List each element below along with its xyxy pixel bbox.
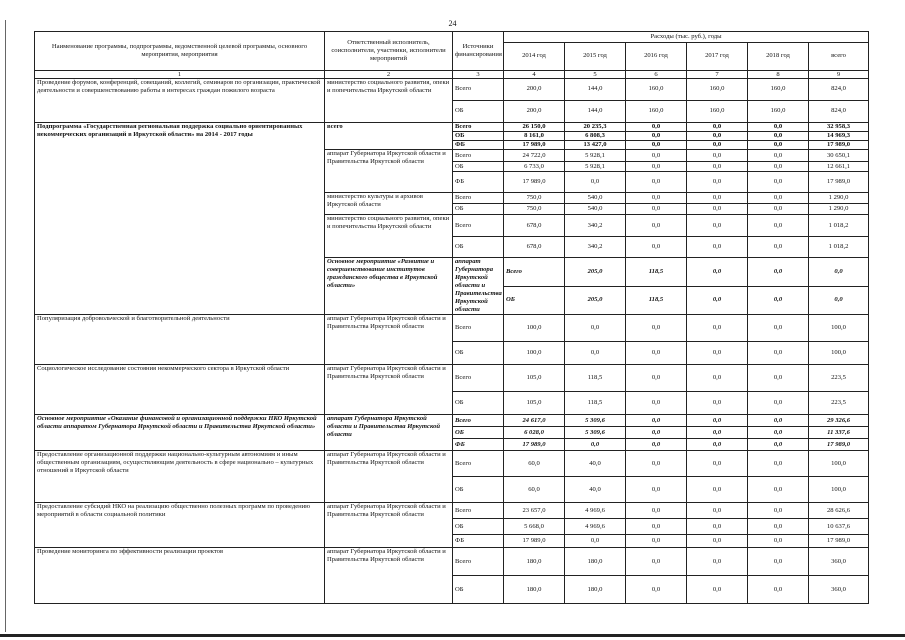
funding-source-cell: ФБ	[453, 439, 504, 451]
expense-value-cell: 20 235,3	[565, 123, 626, 132]
expense-value-cell: 144,0	[565, 101, 626, 123]
expense-value-cell: 60,0	[504, 477, 565, 503]
expense-value-cell: 824,0	[809, 101, 869, 123]
expense-value-cell: 118,5	[565, 392, 626, 415]
column-number: 3	[453, 71, 504, 79]
table-body	[35, 79, 869, 604]
table-row	[35, 548, 869, 576]
expense-value-cell: 0,0	[626, 365, 687, 392]
funding-source-cell: ФБ	[453, 535, 504, 548]
expense-value-cell: 10 637,6	[809, 519, 869, 535]
expense-value-cell: 0,0	[626, 576, 687, 604]
expense-value-cell: 100,0	[809, 342, 869, 365]
program-name-cell: Проведение мониторинга по эффективности реализации проектов	[35, 548, 325, 604]
executor-cell: министерство культуры и архивов Иркутской области	[325, 193, 453, 215]
expense-value-cell: 17 989,0	[504, 439, 565, 451]
executor-cell: аппарат Губернатора Иркутской области и Правительства Иркутской области	[325, 365, 453, 415]
funding-source-cell: Всего	[453, 150, 504, 162]
expense-value-cell: 0,0	[687, 415, 748, 427]
table-row	[35, 123, 869, 132]
funding-source-cell: Всего	[453, 415, 504, 427]
header-expenses-group: Расходы (тыс. руб.), годы	[504, 32, 869, 43]
funding-source-cell: Всего	[453, 451, 504, 477]
funding-source-cell: Всего	[453, 193, 504, 204]
header-year-2015: 2015 год	[565, 43, 626, 71]
expense-value-cell: 0,0	[626, 193, 687, 204]
expense-value-cell: 340,2	[565, 237, 626, 258]
expense-value-cell: 0,0	[748, 215, 809, 237]
expense-value-cell: 0,0	[565, 315, 626, 342]
expense-value-cell: 223,5	[809, 365, 869, 392]
expense-value-cell: 0,0	[687, 576, 748, 604]
executor-cell: аппарат Губернатора Иркутской области и Правительства Иркутской области	[325, 503, 453, 548]
expense-value-cell: 0,0	[565, 342, 626, 365]
program-name-cell: Подпрограмма «Государственная региональная поддержка социально ориентированных некоммерческих организаций в Иркутской области» на 2014 - 2017 годы	[35, 123, 325, 315]
expense-value-cell: 0,0	[687, 342, 748, 365]
expense-value-cell: 750,0	[504, 193, 565, 204]
expense-value-cell: 0,0	[687, 392, 748, 415]
expense-value-cell: 0,0	[687, 451, 748, 477]
expense-value-cell: 180,0	[504, 548, 565, 576]
expense-value-cell: 0,0	[626, 548, 687, 576]
column-number: 1	[35, 71, 325, 79]
expense-value-cell: 0,0	[565, 172, 626, 193]
expense-value-cell: 24 722,0	[504, 150, 565, 162]
executor-cell: аппарат Губернатора Иркутской области и Правительства Иркутской области	[325, 150, 453, 193]
expense-value-cell: 17 989,0	[504, 141, 565, 150]
expense-value-cell: 1 290,0	[809, 193, 869, 204]
expense-value-cell: 6 733,0	[504, 162, 565, 172]
expense-value-cell: 0,0	[748, 150, 809, 162]
expense-value-cell: 0,0	[687, 365, 748, 392]
header-year-2018: 2018 год	[748, 43, 809, 71]
executor-cell: аппарат Губернатора Иркутской области и Правительства Иркутской области	[453, 258, 504, 315]
expense-value-cell: 100,0	[809, 477, 869, 503]
expense-value-cell: 0,0	[687, 258, 748, 287]
expense-value-cell: 0,0	[626, 123, 687, 132]
expense-value-cell: 205,0	[565, 258, 626, 287]
expense-value-cell: 0,0	[748, 132, 809, 141]
expense-value-cell: 0,0	[687, 162, 748, 172]
expense-value-cell: 60,0	[504, 451, 565, 477]
expense-value-cell: 0,0	[748, 535, 809, 548]
expense-value-cell: 0,0	[626, 392, 687, 415]
executor-cell: аппарат Губернатора Иркутской области и Правительства Иркутской области	[325, 451, 453, 503]
expense-value-cell: 340,2	[565, 215, 626, 237]
expense-value-cell: 0,0	[626, 141, 687, 150]
expense-value-cell: 0,0	[565, 439, 626, 451]
table-row	[35, 79, 869, 101]
executor-cell: аппарат Губернатора Иркутской области и Правительства Иркутской области	[325, 415, 453, 451]
expenses-table	[34, 31, 869, 604]
header-name: Наименование программы, подпрограммы, ведомственной целевой программы, основного мероприятия, мероприятия	[35, 32, 325, 71]
expense-value-cell: 17 989,0	[504, 535, 565, 548]
expense-value-cell: 118,5	[565, 365, 626, 392]
expense-value-cell: 0,0	[748, 477, 809, 503]
expense-value-cell: 678,0	[504, 237, 565, 258]
expense-value-cell: 0,0	[748, 286, 809, 315]
expense-value-cell: 144,0	[565, 79, 626, 101]
expense-value-cell: 0,0	[687, 237, 748, 258]
expense-value-cell: 100,0	[809, 315, 869, 342]
table-row	[35, 415, 869, 427]
expense-value-cell: 11 337,6	[809, 427, 869, 439]
expense-value-cell: 0,0	[748, 439, 809, 451]
page-number: 24	[448, 19, 457, 28]
expense-value-cell: 40,0	[565, 477, 626, 503]
expense-value-cell: 29 326,6	[809, 415, 869, 427]
expense-value-cell: 360,0	[809, 576, 869, 604]
expense-value-cell: 0,0	[748, 519, 809, 535]
expense-value-cell: 180,0	[504, 576, 565, 604]
executor-cell: аппарат Губернатора Иркутской области и Правительства Иркутской области	[325, 315, 453, 365]
expense-value-cell: 223,5	[809, 392, 869, 415]
funding-source-cell: ФБ	[453, 141, 504, 150]
expense-value-cell: 32 958,3	[809, 123, 869, 132]
expense-value-cell: 0,0	[626, 204, 687, 215]
expense-value-cell: 0,0	[626, 451, 687, 477]
funding-source-cell: Всего	[453, 215, 504, 237]
expense-value-cell: 0,0	[687, 315, 748, 342]
expense-value-cell: 0,0	[748, 451, 809, 477]
expense-value-cell: 4 969,6	[565, 503, 626, 519]
expense-value-cell: 17 989,0	[504, 172, 565, 193]
funding-source-cell: ОБ	[453, 392, 504, 415]
expense-value-cell: 0,0	[748, 141, 809, 150]
funding-source-cell: ОБ	[504, 286, 565, 315]
expense-value-cell: 0,0	[748, 123, 809, 132]
expense-value-cell: 0,0	[687, 519, 748, 535]
funding-source-cell: ОБ	[453, 162, 504, 172]
expense-value-cell: 160,0	[687, 79, 748, 101]
expense-value-cell: 0,0	[626, 342, 687, 365]
expense-value-cell: 0,0	[687, 172, 748, 193]
expense-value-cell: 0,0	[748, 172, 809, 193]
expense-value-cell: 160,0	[687, 101, 748, 123]
expense-value-cell: 100,0	[504, 315, 565, 342]
funding-source-cell: Всего	[453, 503, 504, 519]
expense-value-cell: 40,0	[565, 451, 626, 477]
expense-value-cell: 0,0	[687, 123, 748, 132]
funding-source-cell: ОБ	[453, 342, 504, 365]
expense-value-cell: 0,0	[748, 342, 809, 365]
funding-source-cell: Всего	[453, 548, 504, 576]
funding-source-cell: Всего	[504, 258, 565, 287]
table-row	[35, 451, 869, 477]
expense-value-cell: 12 661,1	[809, 162, 869, 172]
expense-value-cell: 26 150,0	[504, 123, 565, 132]
expense-value-cell: 17 989,0	[809, 172, 869, 193]
expense-value-cell: 0,0	[687, 535, 748, 548]
funding-source-cell: ФБ	[453, 172, 504, 193]
expense-value-cell: 0,0	[626, 237, 687, 258]
expense-value-cell: 6 028,0	[504, 427, 565, 439]
expense-value-cell: 1 290,0	[809, 204, 869, 215]
expense-value-cell: 5 928,1	[565, 150, 626, 162]
expense-value-cell: 0,0	[626, 415, 687, 427]
expense-value-cell: 0,0	[565, 535, 626, 548]
expense-value-cell: 0,0	[687, 193, 748, 204]
expense-value-cell: 0,0	[809, 258, 869, 287]
expense-value-cell: 0,0	[748, 503, 809, 519]
expense-value-cell: 105,0	[504, 365, 565, 392]
expense-value-cell: 0,0	[687, 215, 748, 237]
funding-source-cell: ОБ	[453, 427, 504, 439]
expense-value-cell: 5 309,6	[565, 415, 626, 427]
program-name-cell: Социологическое исследование состояния некоммерческого сектора в Иркутской области	[35, 365, 325, 415]
expense-value-cell: 0,0	[748, 258, 809, 287]
program-name-cell: Популяризация добровольческой и благотворительной деятельности	[35, 315, 325, 365]
expense-value-cell: 17 989,0	[809, 535, 869, 548]
program-name-cell: Предоставление организационной поддержки национально-культурным автономиям и иным общественным организациям, осуществляющим деятельность в сфере национально – культурных отношений в Иркутской области	[35, 451, 325, 503]
column-number: 6	[626, 71, 687, 79]
expense-value-cell: 5 668,0	[504, 519, 565, 535]
expense-value-cell: 0,0	[687, 548, 748, 576]
expense-value-cell: 0,0	[809, 286, 869, 315]
expense-value-cell: 0,0	[626, 535, 687, 548]
expense-value-cell: 0,0	[748, 576, 809, 604]
expense-value-cell: 0,0	[748, 204, 809, 215]
expense-value-cell: 100,0	[809, 451, 869, 477]
expense-value-cell: 28 626,6	[809, 503, 869, 519]
expense-value-cell: 205,0	[565, 286, 626, 315]
expense-value-cell: 4 969,6	[565, 519, 626, 535]
executor-cell: всего	[325, 123, 453, 150]
executor-cell: министерство социального развития, опеки и попечительства Иркутской области	[325, 215, 453, 258]
expense-value-cell: 540,0	[565, 204, 626, 215]
executor-cell: министерство социального развития, опеки и попечительства Иркутской области	[325, 79, 453, 123]
expense-value-cell: 0,0	[626, 172, 687, 193]
expense-value-cell: 0,0	[626, 519, 687, 535]
expense-value-cell: 540,0	[565, 193, 626, 204]
expense-value-cell: 0,0	[687, 204, 748, 215]
funding-source-cell: ОБ	[453, 576, 504, 604]
expense-value-cell: 160,0	[748, 101, 809, 123]
expense-value-cell: 0,0	[626, 439, 687, 451]
expense-value-cell: 0,0	[687, 477, 748, 503]
expense-value-cell: 5 309,6	[565, 427, 626, 439]
expense-value-cell: 0,0	[687, 141, 748, 150]
funding-source-cell: Всего	[453, 365, 504, 392]
expense-value-cell: 0,0	[687, 286, 748, 315]
expense-value-cell: 0,0	[626, 477, 687, 503]
expense-value-cell: 0,0	[748, 365, 809, 392]
expense-value-cell: 14 969,3	[809, 132, 869, 141]
expense-value-cell: 0,0	[687, 439, 748, 451]
expense-value-cell: 0,0	[748, 193, 809, 204]
expense-value-cell: 1 018,2	[809, 237, 869, 258]
table-row	[35, 503, 869, 519]
table-row	[35, 365, 869, 392]
column-number: 2	[325, 71, 453, 79]
expense-value-cell: 118,5	[626, 286, 687, 315]
header-year-2016: 2016 год	[626, 43, 687, 71]
expense-value-cell: 5 928,1	[565, 162, 626, 172]
funding-source-cell: ОБ	[453, 519, 504, 535]
program-name-cell: Проведение форумов, конференций, совещаний, коллегий, семинаров по организации, практической деятельности и совершенствованию работы в интересах граждан пожилого возраста	[35, 79, 325, 123]
expense-value-cell: 0,0	[687, 132, 748, 141]
column-number: 5	[565, 71, 626, 79]
funding-source-cell: ОБ	[453, 237, 504, 258]
expense-value-cell: 24 617,0	[504, 415, 565, 427]
expense-value-cell: 0,0	[626, 427, 687, 439]
expense-value-cell: 0,0	[748, 548, 809, 576]
expense-value-cell: 0,0	[748, 315, 809, 342]
header-total: всего	[809, 43, 869, 71]
expense-value-cell: 100,0	[504, 342, 565, 365]
expense-value-cell: 0,0	[626, 132, 687, 141]
funding-source-cell: Всего	[453, 315, 504, 342]
expense-value-cell: 200,0	[504, 79, 565, 101]
expense-value-cell: 0,0	[748, 427, 809, 439]
expense-value-cell: 0,0	[687, 427, 748, 439]
header-year-2014: 2014 год	[504, 43, 565, 71]
header-year-2017: 2017 год	[687, 43, 748, 71]
expense-value-cell: 6 808,3	[565, 132, 626, 141]
expense-value-cell: 17 989,0	[809, 439, 869, 451]
expense-value-cell: 0,0	[687, 150, 748, 162]
expense-value-cell: 118,5	[626, 258, 687, 287]
expense-value-cell: 750,0	[504, 204, 565, 215]
program-name-cell: Основное мероприятие «Оказание финансовой и организационной поддержки НКО Иркутской области аппаратом Губернатора Иркутской области и Правительства Иркутской области»	[35, 415, 325, 451]
column-number: 4	[504, 71, 565, 79]
funding-source-cell: ОБ	[453, 132, 504, 141]
column-number: 8	[748, 71, 809, 79]
expense-value-cell: 360,0	[809, 548, 869, 576]
expense-value-cell: 30 650,1	[809, 150, 869, 162]
expense-value-cell: 0,0	[626, 315, 687, 342]
expense-value-cell: 0,0	[748, 392, 809, 415]
funding-source-cell: ОБ	[453, 477, 504, 503]
expense-value-cell: 0,0	[626, 503, 687, 519]
expense-value-cell: 17 989,0	[809, 141, 869, 150]
expense-value-cell: 0,0	[626, 162, 687, 172]
table-row	[35, 315, 869, 342]
expense-value-cell: 0,0	[748, 415, 809, 427]
expense-value-cell: 13 427,0	[565, 141, 626, 150]
expense-value-cell: 160,0	[626, 79, 687, 101]
expense-value-cell: 180,0	[565, 548, 626, 576]
expense-value-cell: 8 161,0	[504, 132, 565, 141]
expense-value-cell: 105,0	[504, 392, 565, 415]
funding-source-cell: Всего	[453, 79, 504, 101]
expense-value-cell: 0,0	[687, 503, 748, 519]
funding-source-cell: ОБ	[453, 101, 504, 123]
expense-value-cell: 0,0	[626, 215, 687, 237]
expense-value-cell: 678,0	[504, 215, 565, 237]
column-number: 9	[809, 71, 869, 79]
expense-value-cell: 160,0	[626, 101, 687, 123]
scan-left-rule	[5, 20, 6, 632]
header-executor: Ответственный исполнитель, соисполнители, участники, исполнители мероприятий	[325, 32, 453, 71]
column-number: 7	[687, 71, 748, 79]
expense-value-cell: 0,0	[626, 150, 687, 162]
funding-source-cell: Всего	[453, 123, 504, 132]
expense-value-cell: 160,0	[748, 79, 809, 101]
expense-value-cell: 0,0	[748, 237, 809, 258]
expense-value-cell: 0,0	[748, 162, 809, 172]
scan-bottom-rule	[0, 634, 905, 637]
expense-value-cell: 200,0	[504, 101, 565, 123]
expense-value-cell: 1 018,2	[809, 215, 869, 237]
program-name-cell: Основное мероприятие «Развитие и совершенствование институтов гражданского общества в Иркутской области»	[325, 258, 453, 315]
funding-source-cell: ОБ	[453, 204, 504, 215]
expense-value-cell: 824,0	[809, 79, 869, 101]
expense-value-cell: 23 657,0	[504, 503, 565, 519]
executor-cell: аппарат Губернатора Иркутской области и Правительства Иркутской области	[325, 548, 453, 604]
expense-value-cell: 180,0	[565, 576, 626, 604]
program-name-cell: Предоставление субсидий НКО на реализацию общественно полезных программ по проведению мероприятий в области социальной политики	[35, 503, 325, 548]
header-source: Источники финансирования	[453, 32, 504, 71]
